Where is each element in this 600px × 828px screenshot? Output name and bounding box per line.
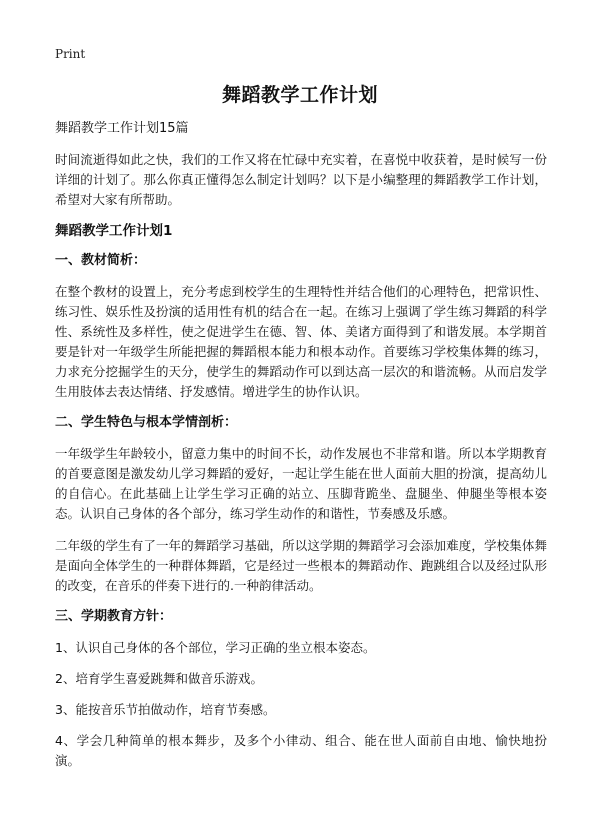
students-paragraph-grade1: 一年级学生年龄较小，留意力集中的时间不长，动作发展也不非常和谐。所以本学期教育的首要意图是激发幼儿学习舞蹈的爱好，一起让学生能在世人面前大胆的扮演，提高幼儿的自信心。在此基础上让学生学习正确的站立、压脚背跪坐、盘腿坐、伸腿坐等根本姿态。认识自己身体的各个部分，练习学生动作的和谐性，节奏感及乐感。 — [55, 446, 547, 521]
section-heading-students: 二、学生特色与根本学情剖析： — [55, 415, 238, 430]
plan-heading: 舞蹈教学工作计划1 — [55, 223, 173, 239]
page-title: 舞蹈教学工作计划 — [221, 84, 378, 106]
section-heading-goals: 三、学期教育方针： — [55, 609, 173, 624]
goal-item: 3、能按音乐节拍做动作，培育节奏感。 — [55, 702, 276, 717]
students-paragraph-grade2: 二年级的学生有了一年的舞蹈学习基础，所以这学期的舞蹈学习会添加难度，学校集体舞是面向全体学生的一种群体舞蹈，它是经过一些根本的舞蹈动作、跑跳组合以及经过队形的改变，在音乐的伴奏下进行的.一种韵律活动。 — [55, 538, 547, 593]
goal-item: 4、学会几种简单的根本舞步，及多个小律动、组合、能在世人面前自由地、愉快地扮演。 — [55, 733, 547, 768]
print-link[interactable]: Print — [55, 47, 86, 61]
intro-paragraph: 时间流逝得如此之快，我们的工作又将在忙碌中充实着，在喜悦中收获着，是时候写一份详细的计划了。那么你真正懂得怎么制定计划吗？以下是小编整理的舞蹈教学工作计划，希望对大家有所帮助。 — [55, 152, 547, 207]
section-heading-textbook: 一、教材简析： — [55, 253, 147, 268]
textbook-paragraph: 在整个教材的设置上，充分考虑到校学生的生理特性并结合他们的心理特色，把常识性、练习性、娱乐性及扮演的适用性有机的结合在一起。在练习上强调了学生练习舞蹈的科学性、系统性及多样性，使之促进学生在德、智、体、美诸方面得到了和谐发展。本学期首要是针对一年级学生所能把握的舞蹈根本能力和根本动作。首要练习学校集体舞的练习，力求充分挖掘学生的天分，使学生的舞蹈动作可以到达高一层次的和谐流畅。从而启发学生用肢体去表达情绪、抒发感情。增进学生的协作认识。 — [55, 284, 547, 399]
goal-item: 2、培育学生喜爱跳舞和做音乐游戏。 — [55, 671, 263, 686]
document-body — [55, 120, 547, 782]
goal-item: 1、认识自己身体的各个部位，学习正确的坐立根本姿态。 — [55, 640, 376, 655]
document-subtitle: 舞蹈教学工作计划15篇 — [55, 121, 189, 136]
